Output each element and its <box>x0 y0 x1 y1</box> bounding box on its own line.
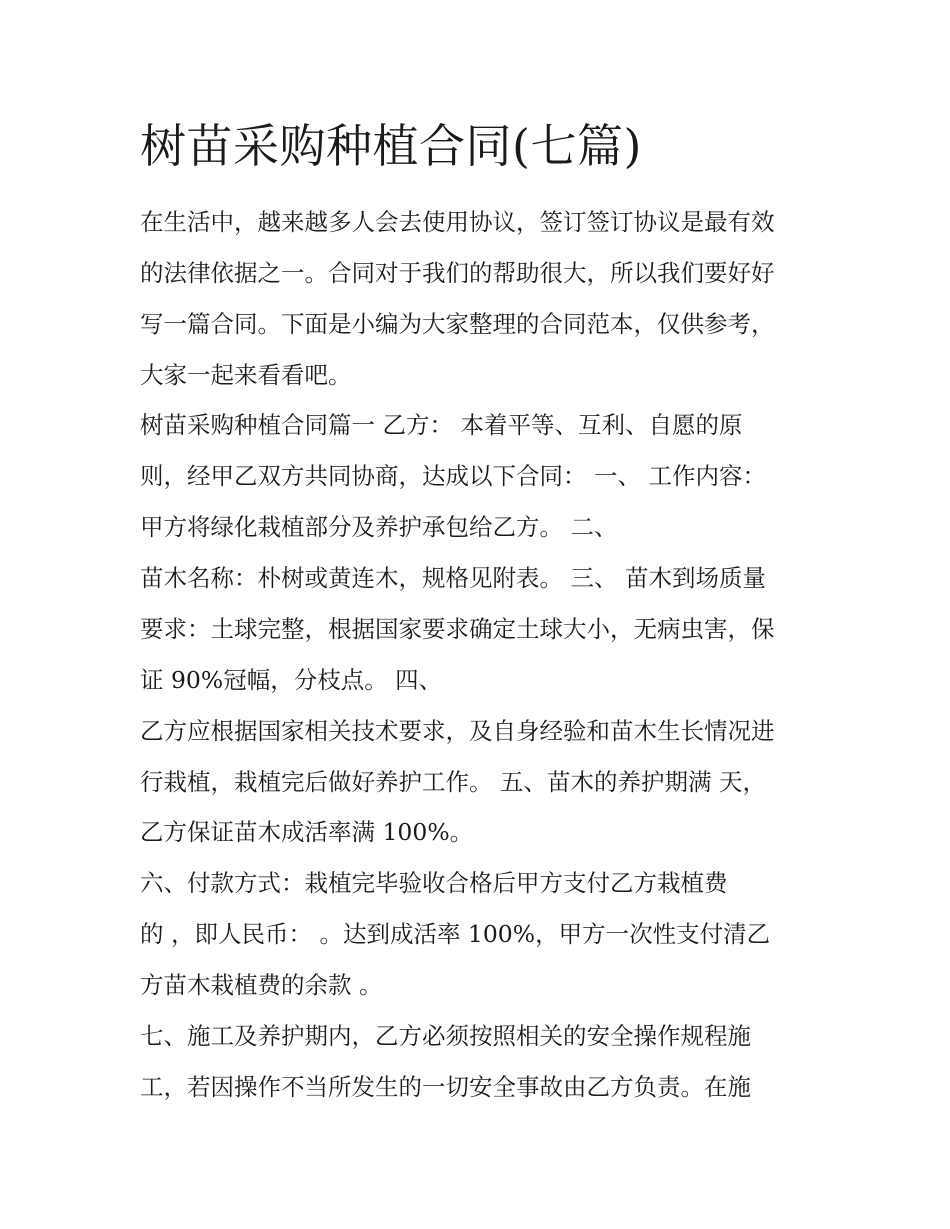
body-line: 甲方将绿化栽植部分及养护承包给乙方。 二、 <box>140 513 618 541</box>
document-title: 树苗采购种植合同(七篇) <box>140 119 642 173</box>
body-line: 在生活中，越来越多人会去使用协议，签订签订协议是最有效 <box>140 208 775 236</box>
body-line: 方苗木栽植费的余款 。 <box>140 971 383 999</box>
body-line: 大家一起来看看吧。 <box>140 361 352 389</box>
body-line: 七、施工及养护期内，乙方必须按照相关的安全操作规程施 <box>140 1022 751 1050</box>
body-line: 六、付款方式：栽植完毕验收合格后甲方支付乙方栽植费 <box>140 869 728 897</box>
body-line: 则，经甲乙双方共同协商，达成以下合同： 一、 工作内容： <box>140 462 766 490</box>
body-line: 工，若因操作不当所发生的一切安全事故由乙方负责。在施 <box>140 1073 751 1101</box>
body-line: 苗木名称：朴树或黄连木，规格见附表。 三、 苗木到场质量 <box>140 564 766 592</box>
body-line: 行栽植，栽植完后做好养护工作。 五、苗木的养护期满 天， <box>140 768 766 796</box>
body-line: 写一篇合同。下面是小编为大家整理的合同范本，仅供参考， <box>140 310 775 338</box>
body-line: 乙方应根据国家相关技术要求，及自身经验和苗木生长情况进 <box>140 717 775 745</box>
body-line: 树苗采购种植合同篇一 乙方： 本着平等、互利、自愿的原 <box>140 411 743 439</box>
body-line: 乙方保证苗木成活率满 100%。 <box>140 818 474 846</box>
body-line: 的法律依据之一。合同对于我们的帮助很大，所以我们要好好 <box>140 259 775 287</box>
body-line: 证 90%冠幅，分枝点。 四、 <box>140 666 443 694</box>
body-line: 的 ，即人民币： 。达到成活率 100%，甲方一次性支付清乙 <box>140 920 771 948</box>
body-line: 要求：土球完整，根据国家要求确定土球大小，无病虫害，保 <box>140 615 775 643</box>
